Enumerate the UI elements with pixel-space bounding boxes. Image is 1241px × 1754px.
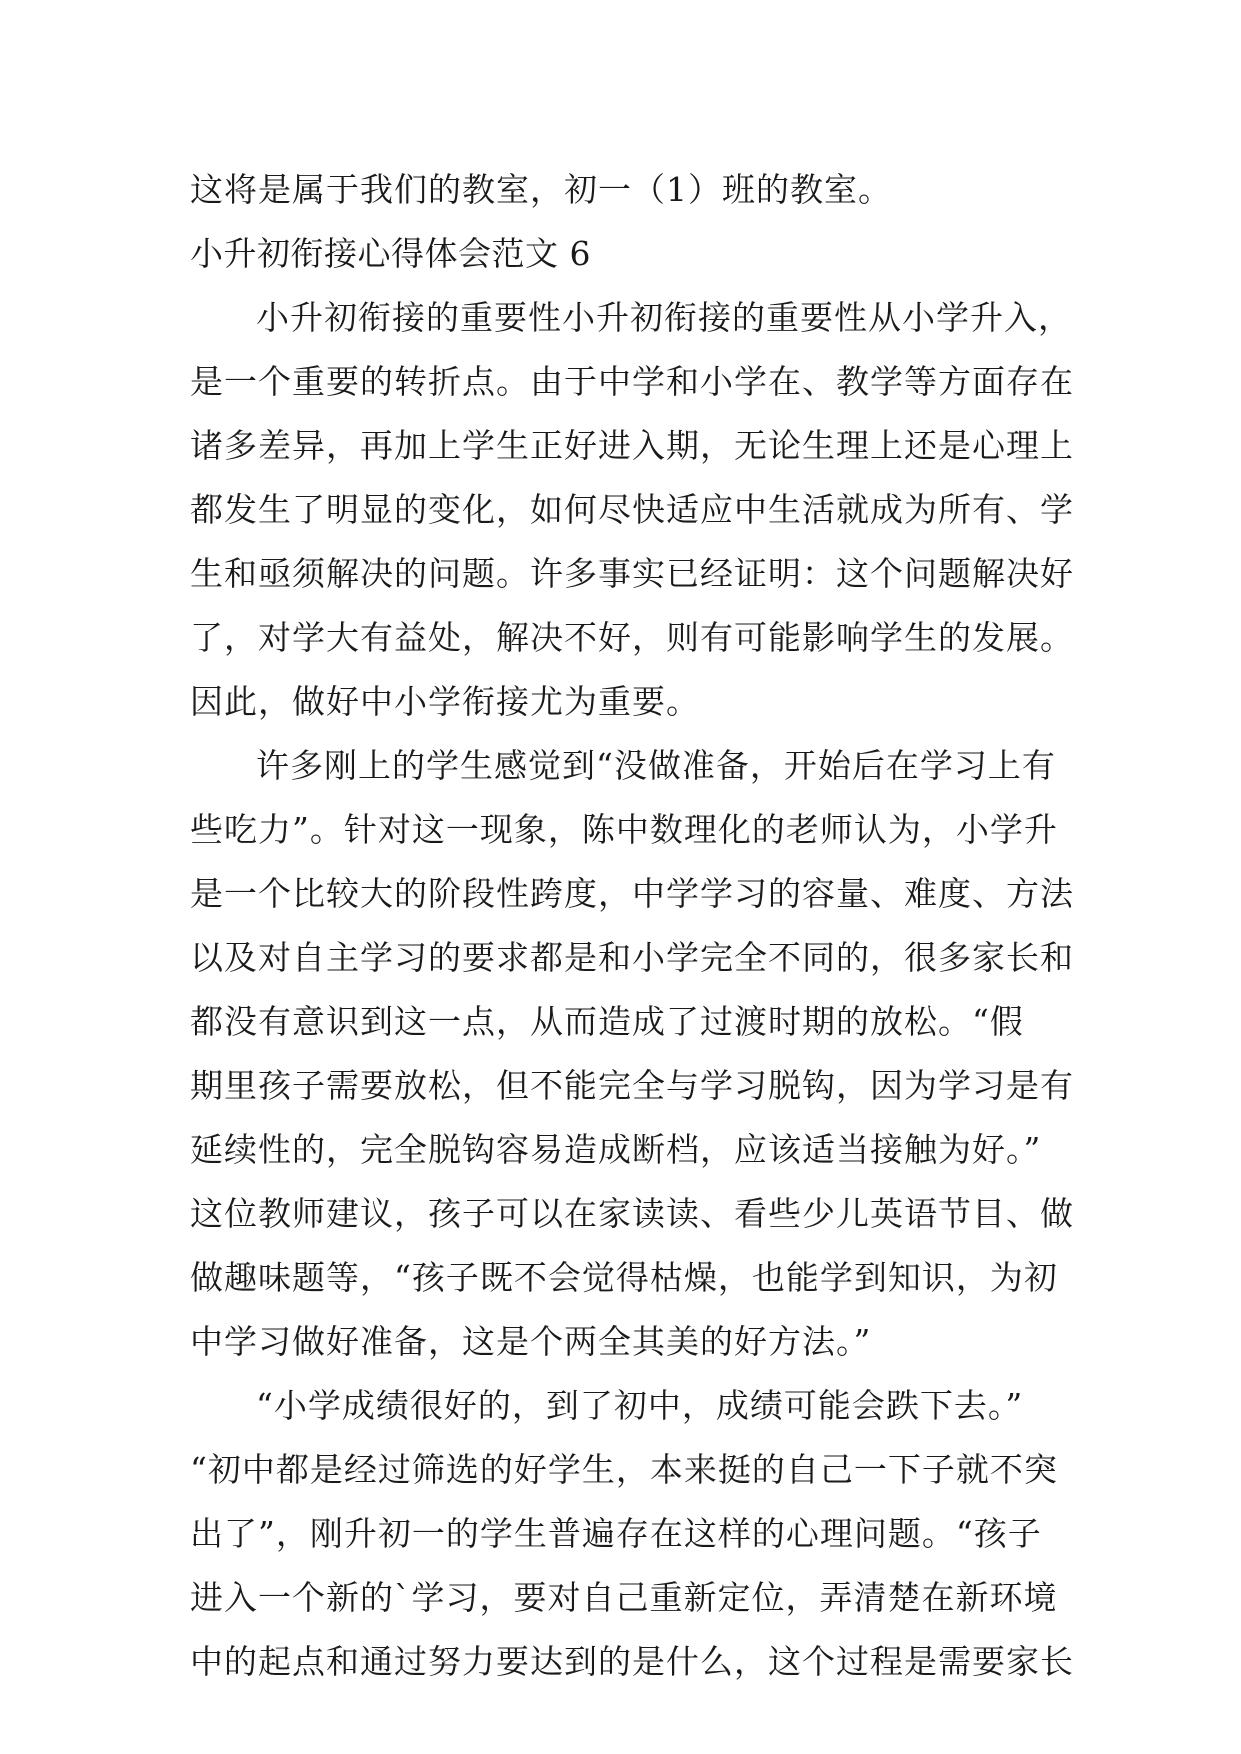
paragraph-start: “小学成绩很好的，到了初中，成绩可能会跌下去。” (256, 1386, 1024, 1425)
text-line: 诸多差异，再加上学生正好进入期，无论生理上还是心理上 (190, 426, 1074, 465)
text-line: “初中都是经过筛选的好学生，本来挺的自己一下子就不突 (190, 1450, 1058, 1489)
text-line: 中的起点和通过努力要达到的是什么，这个过程是需要家长 (190, 1642, 1074, 1681)
text-line: 了，对学大有益处，解决不好，则有可能影响学生的发展。 (190, 618, 1074, 657)
text-line: 都发生了明显的变化，如何尽快适应中生活就成为所有、学 (190, 490, 1074, 529)
text-line: 这位教师建议，孩子可以在家读读、看些少儿英语节目、做 (190, 1194, 1074, 1233)
text-line: 以及对自主学习的要求都是和小学完全不同的，很多家长和 (190, 938, 1074, 977)
section-heading: 小升初衔接心得体会范文 6 (190, 234, 591, 273)
text-line: 是一个重要的转折点。由于中学和小学在、教学等方面存在 (190, 362, 1074, 401)
text-line: 进入一个新的`学习，要对自己重新定位，弄清楚在新环境 (190, 1578, 1058, 1617)
text-line: 这将是属于我们的教室，初一（1）班的教室。 (190, 170, 892, 209)
document-body (190, 158, 1074, 1694)
paragraph-start: 小升初衔接的重要性小升初衔接的重要性从小学升入， (256, 298, 1072, 337)
text-line: 生和亟须解决的问题。许多事实已经证明：这个问题解决好 (190, 554, 1074, 593)
text-line: 做趣味题等，“孩子既不会觉得枯燥，也能学到知识，为初 (190, 1258, 1058, 1297)
text-line: 因此，做好中小学衔接尤为重要。 (190, 682, 700, 721)
text-line: 期里孩子需要放松，但不能完全与学习脱钩，因为学习是有 (190, 1066, 1074, 1105)
text-line: 延续性的，完全脱钩容易造成断档，应该适当接触为好。” (190, 1130, 1042, 1169)
text-line: 是一个比较大的阶段性跨度，中学学习的容量、难度、方法 (190, 874, 1074, 913)
text-line: 都没有意识到这一点，从而造成了过渡时期的放松。“假 (190, 1002, 1024, 1041)
paragraph-start: 许多刚上的学生感觉到“没做准备，开始后在学习上有 (256, 746, 1056, 785)
text-line: 出了”，刚升初一的学生普遍存在这样的心理问题。“孩子 (190, 1514, 1042, 1553)
text-line: 中学习做好准备，这是个两全其美的好方法。” (190, 1322, 872, 1361)
text-line: 些吃力”。针对这一现象，陈中数理化的老师认为，小学升 (190, 810, 1058, 849)
